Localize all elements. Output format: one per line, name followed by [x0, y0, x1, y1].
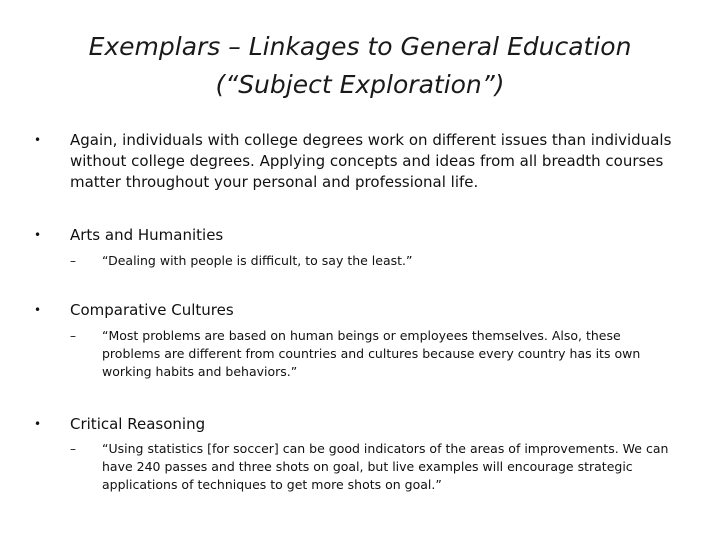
bullet-marker: •: [34, 417, 42, 431]
bullet-marker: •: [34, 228, 42, 242]
bullet-text: Comparative Cultures: [70, 301, 234, 319]
slide-title-line-1: Exemplars – Linkages to General Education: [88, 32, 632, 61]
sub-text: “Using statistics [for soccer] can be good indicators of the areas of improvements. We can have 240 passes and three shots on goal, but live examples will encourage strategic applications of techniques to get more shots on goal.”: [102, 441, 669, 492]
bullet-text: Critical Reasoning: [70, 415, 206, 433]
sub-text: “Most problems are based on human beings or employees themselves. Also, these problems are different from countries and cultures because every country has its own working habits and behaviors.”: [102, 328, 641, 379]
slide-title-line-2: (“Subject Exploration”): [215, 70, 505, 99]
bullet-text: Again, individuals with college degrees work on different issues than individuals without college degrees. Applying concepts and ideas from all breadth courses matter throughout your personal and professional life.: [70, 131, 672, 191]
sub-text: “Dealing with people is difficult, to say the least.”: [102, 253, 413, 268]
bullet-text: Arts and Humanities: [70, 226, 224, 244]
bullet-marker: •: [34, 303, 42, 317]
bullet-marker: •: [34, 133, 42, 147]
sub-marker: –: [70, 254, 76, 268]
sub-marker: –: [70, 442, 76, 456]
slide-title: [0, 28, 720, 104]
sub-marker: –: [70, 329, 76, 343]
